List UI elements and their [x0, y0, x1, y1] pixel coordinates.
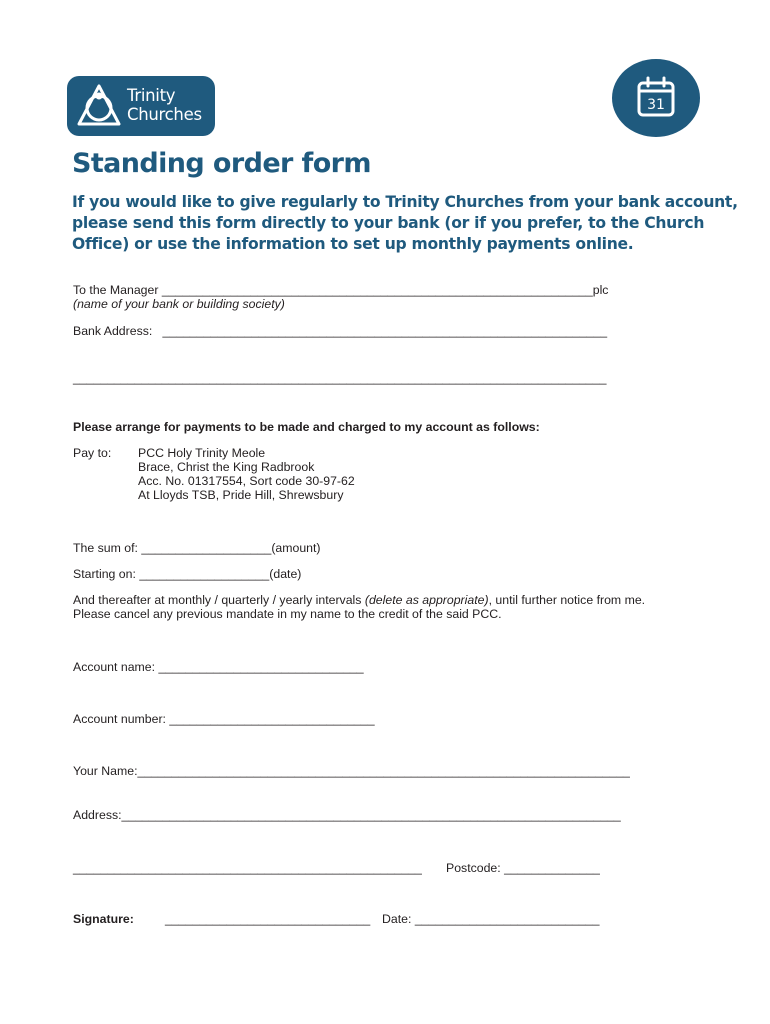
address-field-2[interactable]: ___________________________________________________	[73, 861, 422, 875]
calendar-day: 31	[647, 97, 665, 113]
signature-label: Signature:	[73, 912, 134, 926]
arrange-heading: Please arrange for payments to be made and charged to my account as follows:	[73, 420, 540, 434]
manager-label: To the Manager	[73, 283, 159, 297]
postcode-field[interactable]: ______________	[504, 861, 600, 875]
date-row	[382, 912, 599, 926]
bank-name-field[interactable]: _______________________________________________________________	[161, 283, 593, 297]
account-name-label: Account name:	[73, 660, 156, 674]
sum-row	[73, 541, 321, 555]
manager-hint: (name of your bank or building society)	[73, 297, 285, 311]
address-field-1[interactable]: _________________________________________________________________________	[121, 808, 621, 822]
intro-line-1: If you would like to give regularly to Trinity Churches from your bank account,	[72, 193, 738, 211]
calendar-icon	[634, 75, 678, 121]
thereafter-text-2: , until further notice from me.	[488, 593, 646, 607]
intro-line-3: Office) or use the information to set up monthly payments online.	[72, 235, 634, 253]
thereafter-italic: (delete as appropriate)	[364, 593, 489, 607]
address-row	[73, 808, 621, 822]
page-title: Standing order form	[72, 148, 371, 179]
thereafter-text-1: And thereafter at monthly / quarterly / yearly intervals	[73, 593, 365, 607]
postcode-label: Postcode:	[446, 861, 501, 875]
pay-to-line-2: Brace, Christ the King Radbrook	[138, 460, 315, 474]
bank-address-field-1[interactable]: _________________________________________________________________	[162, 324, 608, 338]
bank-address-field-2[interactable]: ______________________________________________________________________________	[73, 371, 607, 385]
sum-amount-field[interactable]: ___________________	[141, 541, 272, 555]
thereafter-line-1	[73, 593, 645, 607]
calendar-badge	[612, 59, 700, 137]
account-number-field[interactable]: ______________________________	[169, 712, 375, 726]
starting-label: Starting on:	[73, 567, 136, 581]
your-name-label: Your Name:	[73, 764, 138, 778]
starting-date-field[interactable]: ___________________	[139, 567, 270, 581]
your-name-field[interactable]: ________________________________________________________________________	[137, 764, 630, 778]
manager-row	[73, 283, 608, 297]
pay-to-line-3: Acc. No. 01317554, Sort code 30-97-62	[138, 474, 355, 488]
bank-address-row	[73, 324, 607, 338]
date-field[interactable]: ___________________________	[414, 912, 600, 926]
logo-wordmark	[127, 86, 202, 124]
intro-paragraph	[72, 192, 738, 255]
account-name-row	[73, 660, 364, 674]
pay-to-line-4: At Lloyds TSB, Pride Hill, Shrewsbury	[138, 488, 344, 502]
pay-to-line-1: PCC Holy Trinity Meole	[138, 446, 266, 460]
plc-suffix: plc	[592, 283, 609, 297]
thereafter-line-2: Please cancel any previous mandate in my name to the credit of the said PCC.	[73, 607, 502, 621]
intro-line-2: please send this form directly to your bank (or if you prefer, to the Church	[72, 214, 705, 232]
trinity-churches-logo	[67, 76, 215, 136]
address-label: Address:	[73, 808, 122, 822]
date-label: Date:	[382, 912, 412, 926]
your-name-row	[73, 764, 630, 778]
logo-line-2: Churches	[127, 105, 202, 124]
account-name-field[interactable]: ______________________________	[158, 660, 364, 674]
starting-row	[73, 567, 301, 581]
account-number-label: Account number:	[73, 712, 166, 726]
sum-label: The sum of:	[73, 541, 138, 555]
starting-suffix: (date)	[269, 567, 302, 581]
sum-suffix: (amount)	[271, 541, 321, 555]
signature-field[interactable]: ______________________________	[165, 912, 371, 926]
trinity-churches-emblem-icon	[75, 82, 123, 130]
logo-line-1: Trinity	[127, 86, 176, 105]
account-number-row	[73, 712, 375, 726]
bank-address-label: Bank Address:	[73, 324, 153, 338]
postcode-row	[446, 861, 600, 875]
pay-to-label: Pay to:	[73, 446, 112, 460]
